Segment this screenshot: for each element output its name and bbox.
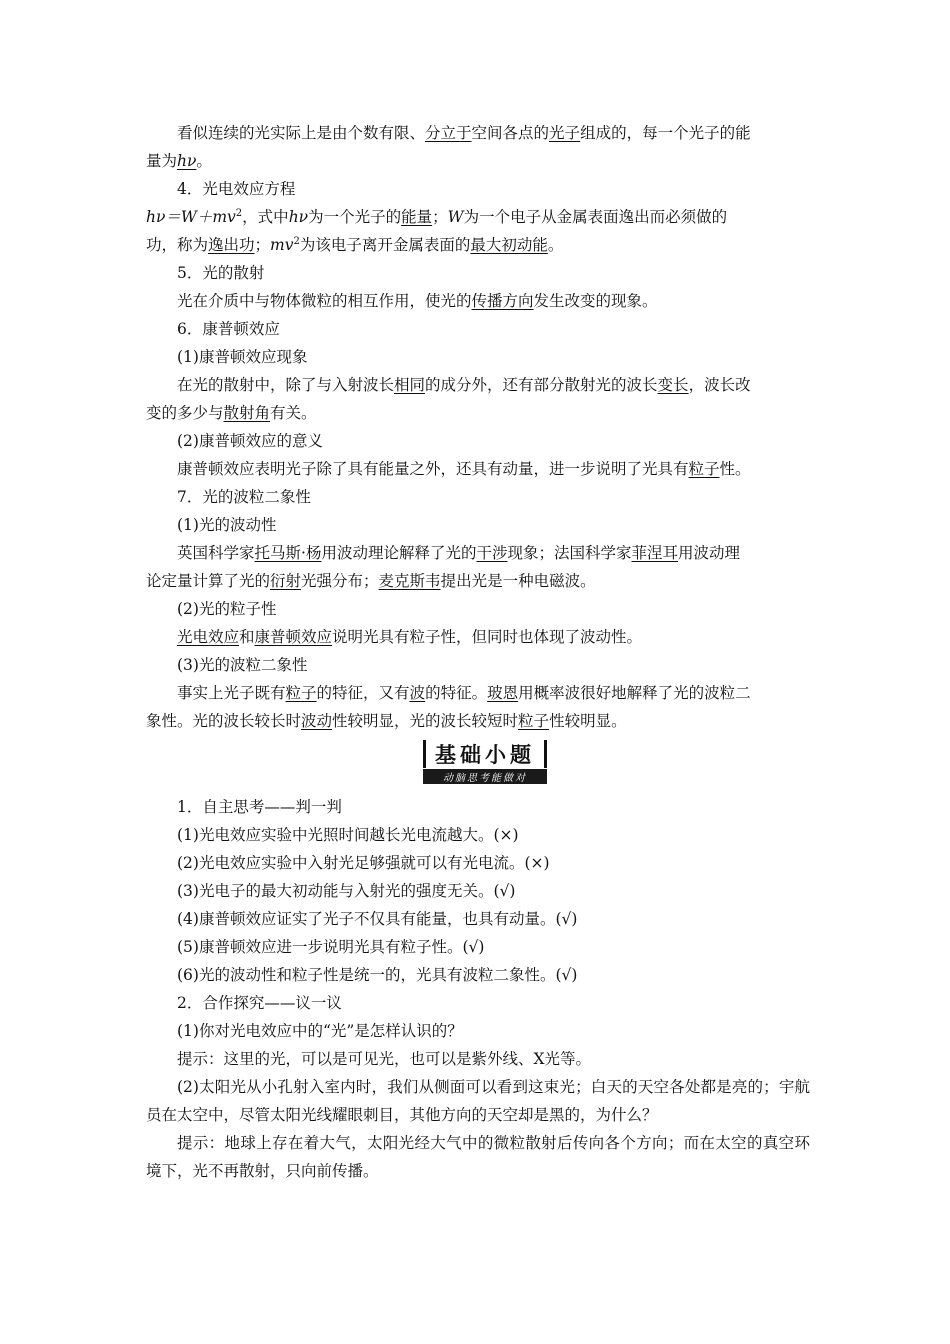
answer-blank: 传播方向 (471, 292, 534, 310)
judge-item: (2)光电效应实验中入射光足够强就可以有光电流。(×) (177, 854, 550, 872)
answer-blank: 散射角 (223, 404, 271, 422)
section-heading: 5．光的散射 (177, 264, 265, 282)
text: 提出光是一种电磁波。 (440, 572, 596, 590)
paragraph-particle (146, 624, 810, 652)
answer-blank: 能量 (401, 208, 433, 226)
answer-blank: 衍射 (270, 572, 302, 590)
answer-blank: 粒子 (688, 460, 720, 478)
text: 为一个电子从金属表面逸出而必须做的 (463, 208, 728, 226)
answer-blank: 变长 (657, 376, 689, 394)
text: 和 (239, 628, 255, 646)
discussion-hint: 提示：这里的光，可以是可见光，也可以是紫外线、X光等。 (177, 1050, 592, 1068)
judge-item: (1)光电效应实验中光照时间越长光电流越大。(×) (177, 826, 519, 844)
text: 组成的，每一个光子的能 (580, 124, 751, 142)
text: 量为 (146, 152, 178, 170)
text: ，波长改 (688, 376, 751, 394)
paragraph-wave-cont (146, 568, 810, 596)
text: ； (432, 208, 448, 226)
text: 用波动理论解释了光的 (321, 544, 477, 562)
answer-blank: 玻恩 (487, 684, 519, 702)
text: 性较明显。 (549, 712, 627, 730)
answer-blank: 菲涅耳 (631, 544, 679, 562)
text: 象性。光的波长较长时 (146, 712, 302, 730)
formula: hν＝W＋mv (146, 208, 236, 226)
section-heading: 6．康普顿效应 (177, 320, 280, 338)
text: 发生改变的现象。 (533, 292, 658, 310)
formula: hν (288, 208, 309, 226)
section-heading: 7．光的波粒二象性 (177, 488, 311, 506)
banner-subtitle: 动脑思考能做对 (423, 769, 547, 784)
formula: W (447, 208, 464, 226)
text: 看似连续的光实际上是由个数有限、 (177, 124, 426, 142)
paragraph-equation (146, 204, 810, 232)
paragraph-compton-cont (146, 400, 810, 428)
discussion-question: (2)太阳光从小孔射入室内时，我们从侧面可以看到这束光；白天的天空各处都是亮的；宇航员在太空中，尽管太阳光线耀眼刺目，其他方向的天空却是黑的，为什么？ (146, 1078, 810, 1124)
answer-blank: 粒子 (285, 684, 317, 702)
text: 。 (547, 236, 564, 254)
section-banner (417, 740, 547, 786)
text: 空间各点的 (471, 124, 550, 142)
answer-blank: 最大初动能 (470, 236, 548, 254)
text: 。 (196, 152, 212, 170)
text: 的特征，又有 (316, 684, 410, 702)
answer-blank: 麦克斯韦 (378, 572, 441, 590)
subsection-heading: (1)光的波动性 (177, 516, 277, 534)
subsection-heading: (3)光的波粒二象性 (177, 656, 308, 674)
paragraph-compton (146, 372, 810, 400)
text: 有关。 (270, 404, 317, 422)
text: 康普顿效应表明光子除了具有能量之外，还具有动量，进一步说明了光具有 (177, 460, 689, 478)
text: 英国科学家 (177, 544, 255, 562)
text: 光在介质中与物体微粒的相互作用，使光的 (177, 292, 472, 310)
text: 性。 (719, 460, 751, 478)
text: 事实上光子既有 (177, 684, 286, 702)
answer-blank: 相同 (394, 376, 426, 394)
superscript: 2 (235, 208, 243, 219)
text: 用波动理 (678, 544, 741, 562)
question-group-title: 2．合作探究——议一议 (177, 994, 342, 1012)
answer-blank: 光子 (549, 124, 581, 142)
answer-blank: 分立于 (425, 124, 472, 142)
banner-title: 基础小题 (423, 740, 547, 768)
paragraph-compton-meaning (146, 456, 810, 484)
paragraph-equation-cont (146, 232, 810, 260)
discussion-question: (1)你对光电效应中的“光”是怎样认识的？ (177, 1022, 463, 1040)
answer-blank: 波 (409, 684, 426, 702)
paragraph-photon-cont (146, 148, 810, 176)
subsection-heading: (1)康普顿效应现象 (177, 348, 308, 366)
section-heading: 4．光电效应方程 (177, 180, 296, 198)
answer-blank: 粒子 (518, 712, 550, 730)
text: ； (254, 236, 271, 254)
text: 性较明显，光的波长较短时 (332, 712, 519, 730)
answer-blank: 光电效应 (177, 628, 240, 646)
text: 说明光具有粒子性，但同时也体现了波动性。 (332, 628, 643, 646)
text: 论定量计算了光的 (146, 572, 271, 590)
answer-blank: 逸出功 (208, 236, 255, 254)
text: 用概率波很好地解释了光的波粒二 (518, 684, 751, 702)
paragraph-photon (146, 120, 810, 148)
paragraph-wave (146, 540, 810, 568)
subsection-heading: (2)光的粒子性 (177, 600, 277, 618)
judge-item: (4)康普顿效应证实了光子不仅具有能量，也具有动量。(√) (177, 910, 578, 928)
text: 光强分布； (301, 572, 379, 590)
paragraph-duality (146, 680, 810, 708)
text: 在光的散射中，除了与入射波长 (177, 376, 395, 394)
paragraph-scattering (146, 288, 810, 316)
text: 的成分外，还有部分散射光的波长 (425, 376, 658, 394)
discussion-hint: 提示：地球上存在着大气，太阳光经大气中的微粒散射后传向各个方向；而在太空的真空环境下，光不再散射，只向前传播。 (146, 1134, 810, 1180)
formula: mv (270, 236, 294, 254)
subsection-heading: (2)康普顿效应的意义 (177, 432, 323, 450)
answer-blank: 干涉 (476, 544, 508, 562)
text: 现象；法国科学家 (507, 544, 632, 562)
answer-blank: 托马斯·杨 (254, 544, 322, 562)
judge-item: (5)康普顿效应进一步说明光具有粒子性。(√) (177, 938, 485, 956)
answer-blank: 波动 (301, 712, 333, 730)
text: 功，称为 (146, 236, 209, 254)
text: 变的多少与 (146, 404, 224, 422)
judge-item: (3)光电子的最大初动能与入射光的强度无关。(√) (177, 882, 516, 900)
text: 为该电子离开金属表面的 (299, 236, 471, 254)
text: 的特征。 (425, 684, 488, 702)
answer-blank: 康普顿效应 (254, 628, 333, 646)
answer-blank: hν (177, 152, 197, 170)
text: ，式中 (242, 208, 289, 226)
judge-item: (6)光的波动性和粒子性是统一的，光具有波粒二象性。(√) (177, 966, 578, 984)
paragraph-duality-cont (146, 708, 810, 736)
superscript: 2 (293, 236, 300, 247)
question-group-title: 1．自主思考——判一判 (177, 798, 342, 816)
text: 为一个光子的 (308, 208, 402, 226)
